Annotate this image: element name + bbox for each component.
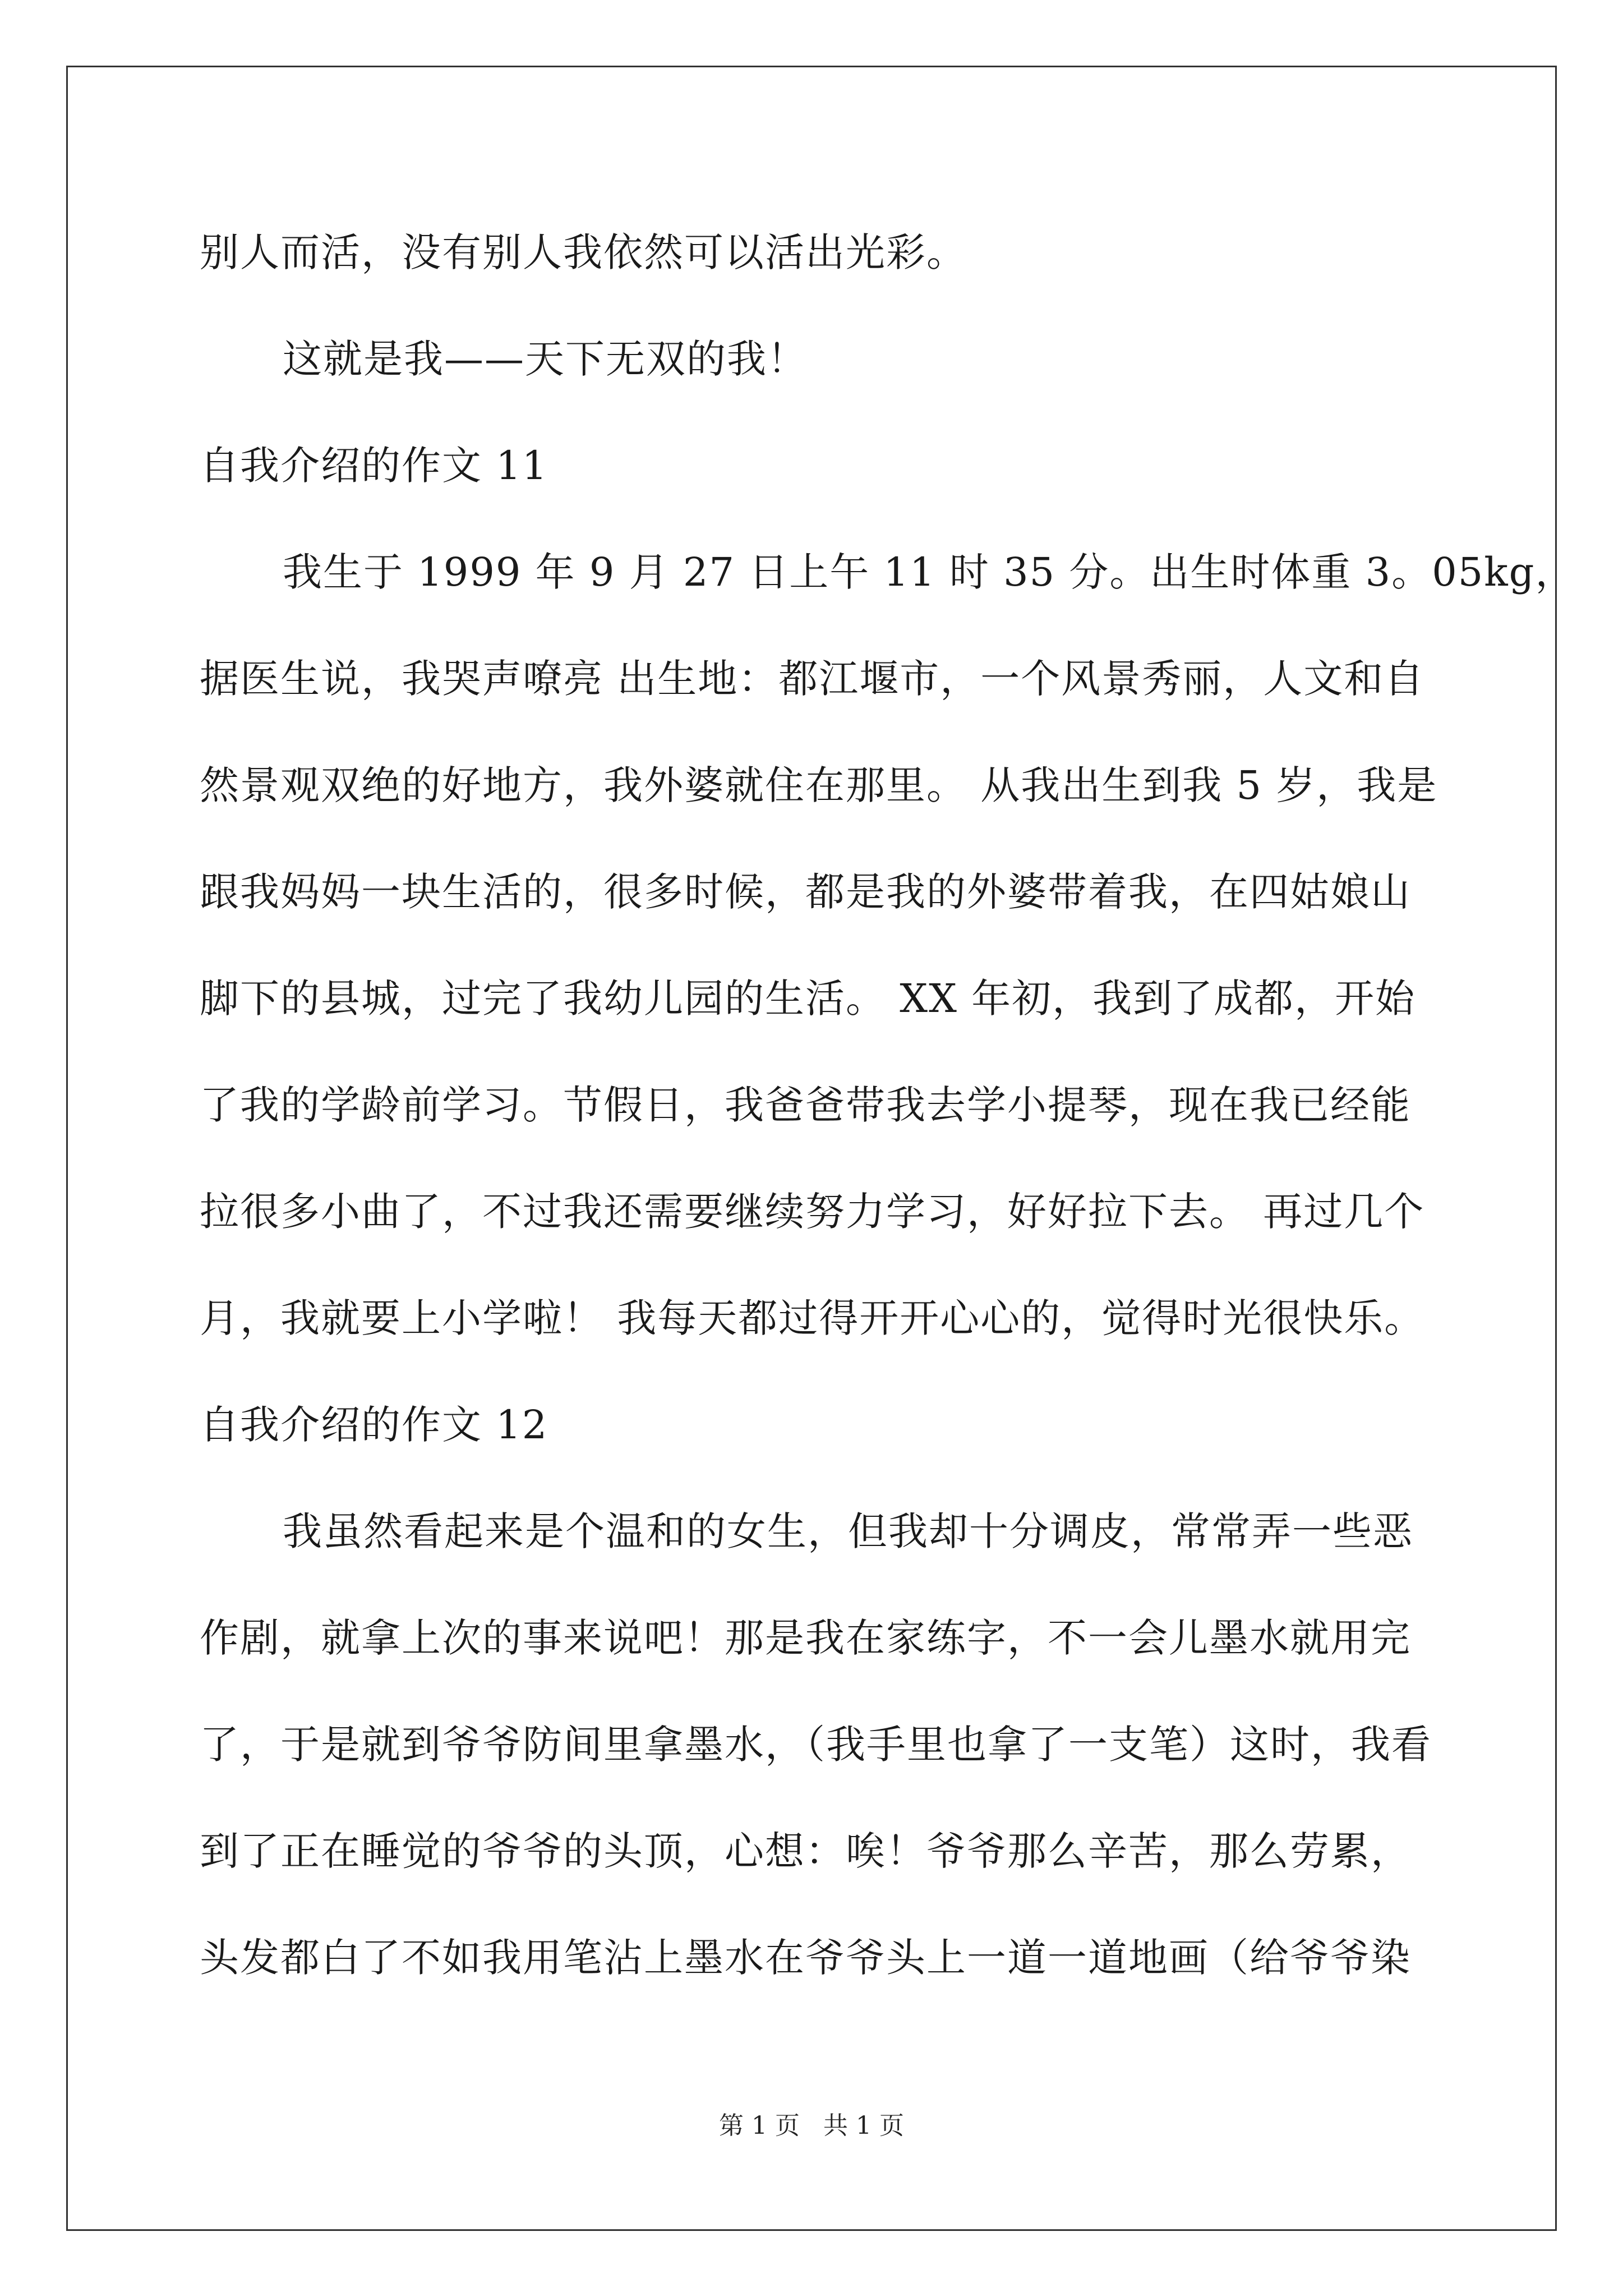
- text-line: 跟我妈妈一块生活的，很多时候，都是我的外婆带着我，在四姑娘山: [200, 869, 1411, 915]
- section-heading: 自我介绍的作文 12: [200, 1402, 548, 1448]
- page-border: [66, 66, 1557, 2231]
- text-line: 据医生说，我哭声嘹亮 出生地：都江堰市，一个风景秀丽，人文和自: [200, 656, 1425, 702]
- text-line: 拉很多小曲了，不过我还需要继续努力学习，好好拉下去。 再过几个: [200, 1189, 1425, 1235]
- text-line: 脚下的县城，过完了我幼儿园的生活。 XX 年初，我到了成都，开始: [200, 976, 1416, 1022]
- section-heading: 自我介绍的作文 11: [200, 443, 548, 489]
- text-line: 然景观双绝的好地方，我外婆就住在那里。 从我出生到我 5 岁，我是: [200, 762, 1438, 808]
- text-line: 别人而活，没有别人我依然可以活出光彩。: [200, 229, 967, 275]
- text-line: 了，于是就到爷爷防间里拿墨水，（我手里也拿了一支笔）这时，我看: [200, 1722, 1432, 1768]
- text-line: 我生于 1999 年 9 月 27 日上午 11 时 35 分。出生时体重 3。05kg，: [283, 549, 1576, 595]
- text-line: 头发都白了不如我用笔沾上墨水在爷爷头上一道一道地画（给爷爷染: [200, 1935, 1411, 1981]
- text-line: 月，我就要上小学啦！ 我每天都过得开开心心的，觉得时光很快乐。: [200, 1295, 1425, 1341]
- text-line: 了我的学龄前学习。节假日，我爸爸带我去学小提琴，现在我已经能: [200, 1082, 1411, 1128]
- text-line: 作剧，就拿上次的事来说吧！那是我在家练字，不一会儿墨水就用完: [200, 1615, 1411, 1661]
- text-line: 这就是我——天下无双的我！: [283, 336, 808, 382]
- text-line: 我虽然看起来是个温和的女生，但我却十分调皮，常常弄一些恶: [283, 1508, 1413, 1554]
- text-line: 到了正在睡觉的爷爷的头顶，心想：唉！爷爷那么辛苦，那么劳累，: [200, 1828, 1411, 1874]
- page-footer: 第 1 页 共 1 页: [719, 2111, 904, 2140]
